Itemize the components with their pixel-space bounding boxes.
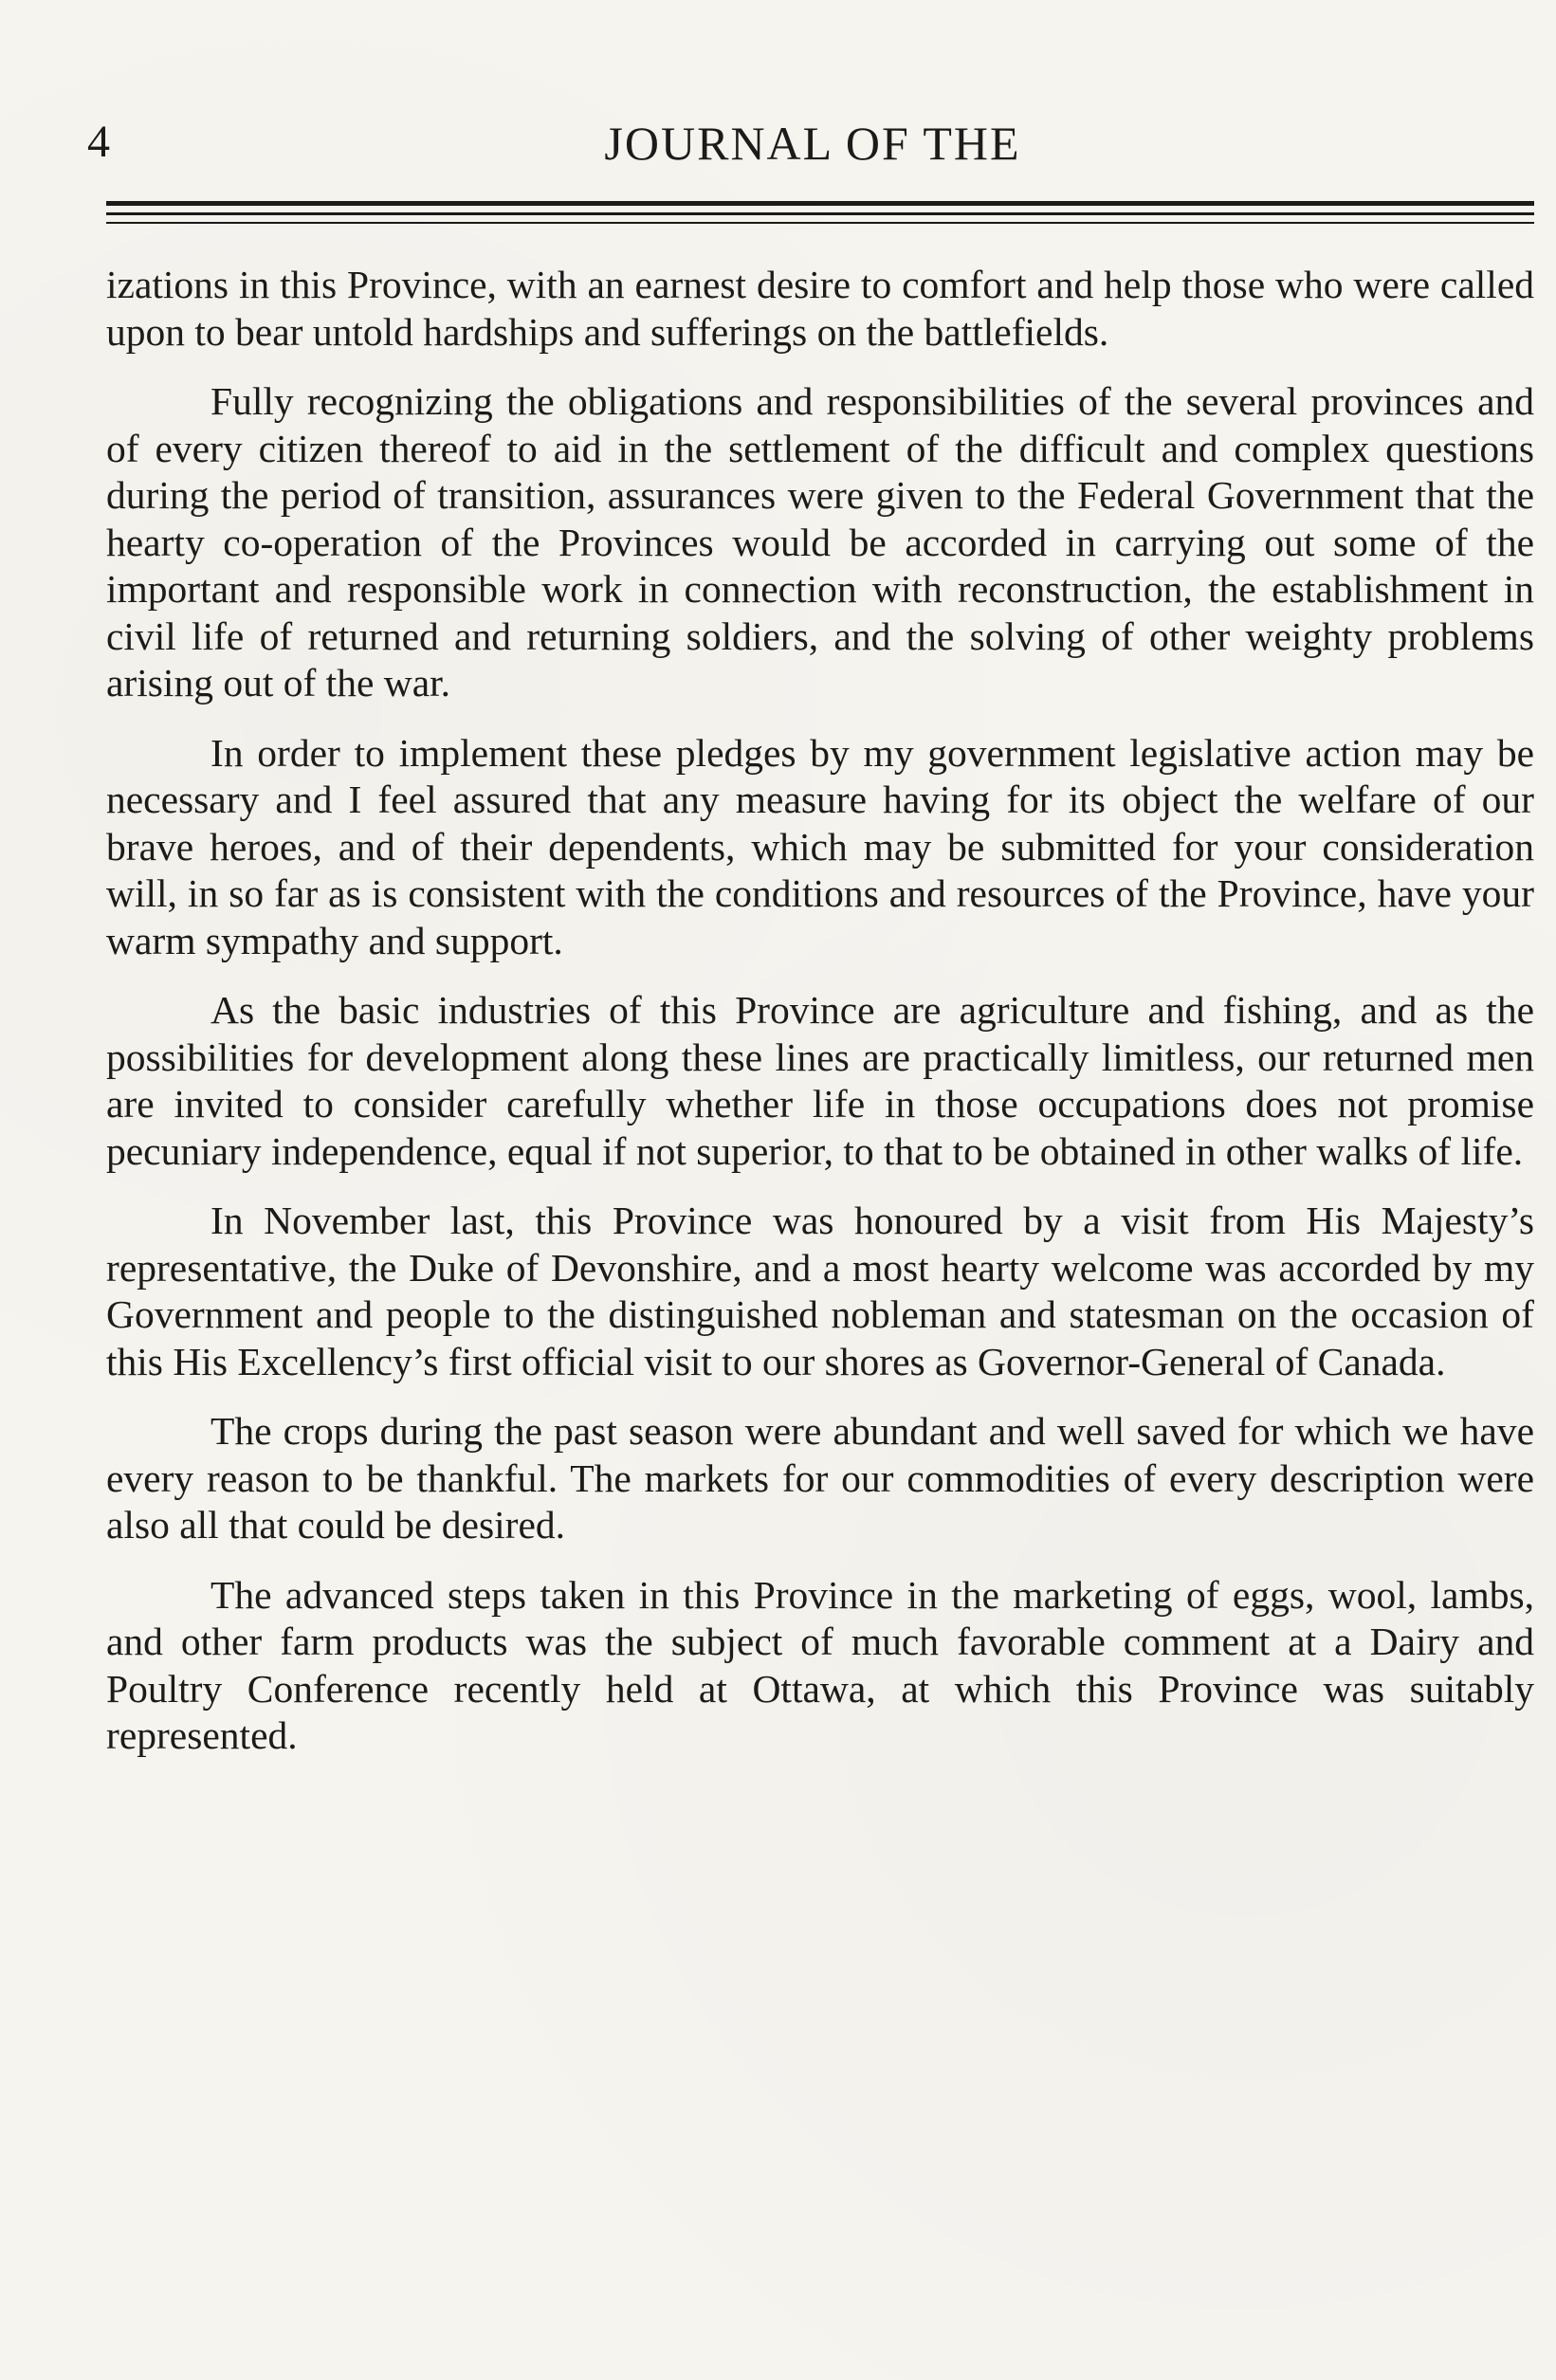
paragraph-crops: The crops during the past season were abundant and well saved for which we have every reason to be thankful. The markets for our commodities of every description were also all that could be desired. [106,1409,1534,1547]
page-header [87,112,1538,178]
paragraph-continued: izations in this Province, with an earnest desire to comfort and help those who were called upon to bear untold hardships and sufferings on the battlefields. [106,263,1534,354]
running-head: JOURNAL OF THE [604,117,1021,170]
page-number: 4 [87,117,110,167]
paragraph-obligations: Fully recognizing the obligations and responsibilities of the several provinces and of every citizen thereof to aid in the settlement of the difficult and complex questions during the period of transition, assurances were given to the Federal Government that the hearty co-operation of the Provinces would be accorded in carrying out some of the important and responsible work in connection with reconstruction, the establishment in civil life of returned and returning soldiers, and the solving of other weighty problems arising out of the war. [106,379,1534,705]
paragraph-pledges: In order to implement these pledges by my government legislative action may be necessary and I feel assured that any measure having for its object the welfare of our brave heroes, and of their dependents, which may be submitted for your consideration will, in so far as is consistent with the conditions and resources of the Province, have your warm sympathy and support. [106,730,1534,962]
paragraph-industries: As the basic industries of this Province are agriculture and fishing, and as the possibilities for development along these lines are practically limitless, our returned men are invited to consider carefully whether life in those occupations does not promise pecuniary independence, equal if not superior, to that to be obtained in other walks of life. [106,988,1534,1173]
paragraph-governor-visit: In November last, this Province was honoured by a visit from His Majesty’s representative, the Duke of Devonshire, and a most hearty welcome was accorded by my Government and people to the distinguished nobleman and statesman on the occasion of this His Excellency’s first official visit to our shores as Governor-General of Canada. [106,1199,1534,1383]
header-rule-bottom [106,222,1534,224]
header-rule-middle [106,212,1534,215]
paragraph-marketing: The advanced steps taken in this Province in the marketing of eggs, wool, lambs, and other farm products was the subject of much favorable comment at a Dairy and Poultry Conference recently held at Ottawa, at which this Province was suitably represented. [106,1572,1534,1757]
header-rule-top [106,201,1534,206]
body-text [106,262,1534,1783]
